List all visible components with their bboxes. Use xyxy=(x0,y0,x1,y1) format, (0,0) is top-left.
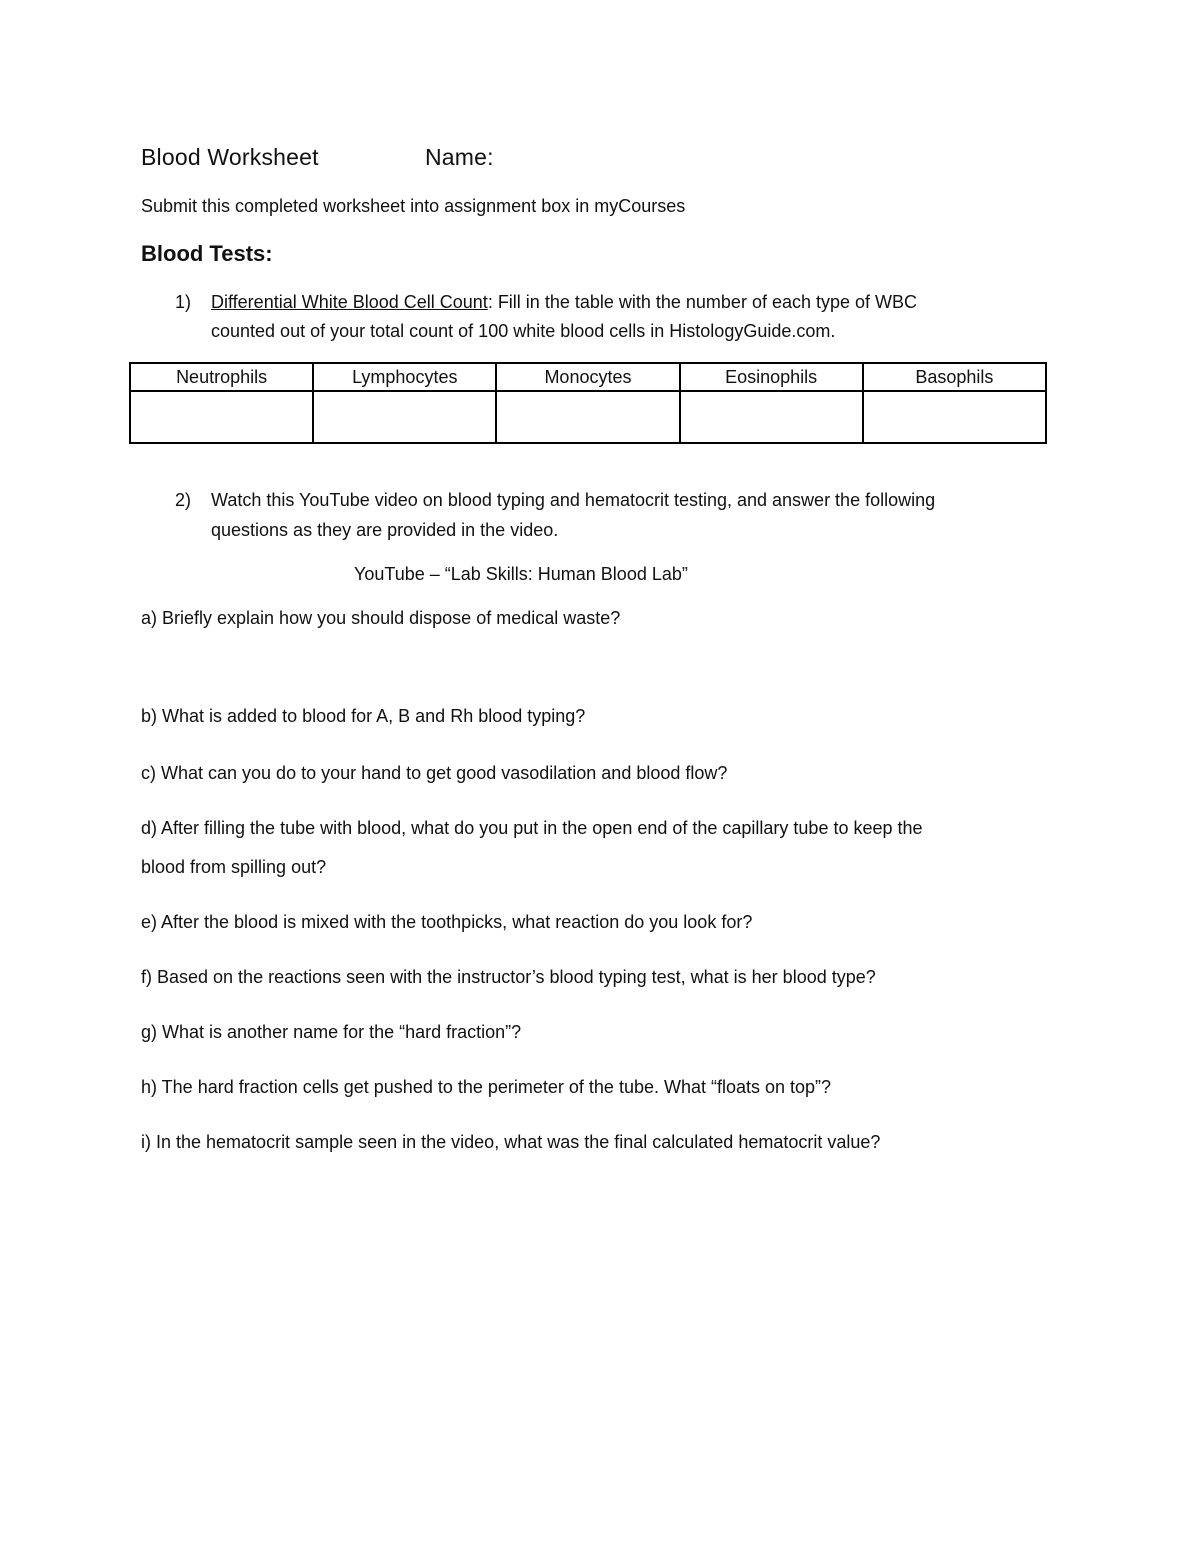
question-1-line-1 xyxy=(211,292,917,313)
cell-neutrophils[interactable] xyxy=(130,391,313,443)
table-row xyxy=(130,391,1046,443)
header-basophils: Basophils xyxy=(863,363,1046,391)
question-2-line-2: questions as they are provided in the video. xyxy=(211,520,559,540)
section-heading-blood-tests: Blood Tests: xyxy=(141,241,273,266)
question-d: d) After filling the tube with blood, what do you put in the open end of the capillary tube to keep the xyxy=(141,818,923,838)
table-header-row xyxy=(130,363,1046,391)
question-b: b) What is added to blood for A, B and Rh blood typing? xyxy=(141,706,586,726)
video-title: YouTube – “Lab Skills: Human Blood Lab” xyxy=(354,564,688,584)
cell-monocytes[interactable] xyxy=(496,391,679,443)
worksheet-title: Blood Worksheet xyxy=(141,144,319,170)
question-d-continued: blood from spilling out? xyxy=(141,857,327,877)
question-g: g) What is another name for the “hard fraction”? xyxy=(141,1022,522,1042)
name-label: Name: xyxy=(425,144,494,170)
question-2-number: 2) xyxy=(175,490,192,510)
question-2-line-1: Watch this YouTube video on blood typing and hematocrit testing, and answer the following xyxy=(211,490,936,510)
question-i: i) In the hematocrit sample seen in the video, what was the final calculated hematocrit value? xyxy=(141,1132,881,1152)
question-h: h) The hard fraction cells get pushed to the perimeter of the tube. What “floats on top”? xyxy=(141,1077,832,1097)
cell-eosinophils[interactable] xyxy=(680,391,863,443)
question-e: e) After the blood is mixed with the toothpicks, what reaction do you look for? xyxy=(141,912,753,932)
question-f: f) Based on the reactions seen with the instructor’s blood typing test, what is her blood type? xyxy=(141,967,876,987)
question-1-topic: Differential White Blood Cell Count xyxy=(211,292,488,312)
question-c: c) What can you do to your hand to get good vasodilation and blood flow? xyxy=(141,763,728,783)
header-neutrophils: Neutrophils xyxy=(130,363,313,391)
submission-instruction: Submit this completed worksheet into assignment box in myCourses xyxy=(141,196,686,216)
header-eosinophils: Eosinophils xyxy=(680,363,863,391)
wbc-count-table xyxy=(129,362,1047,444)
question-a: a) Briefly explain how you should dispose of medical waste? xyxy=(141,608,621,628)
question-1-number: 1) xyxy=(175,292,192,312)
header-lymphocytes: Lymphocytes xyxy=(313,363,496,391)
cell-lymphocytes[interactable] xyxy=(313,391,496,443)
header-monocytes: Monocytes xyxy=(496,363,679,391)
question-1-line-2: counted out of your total count of 100 white blood cells in HistologyGuide.com. xyxy=(211,321,836,341)
cell-basophils[interactable] xyxy=(863,391,1046,443)
question-1-text: : Fill in the table with the number of each type of WBC xyxy=(487,292,918,312)
